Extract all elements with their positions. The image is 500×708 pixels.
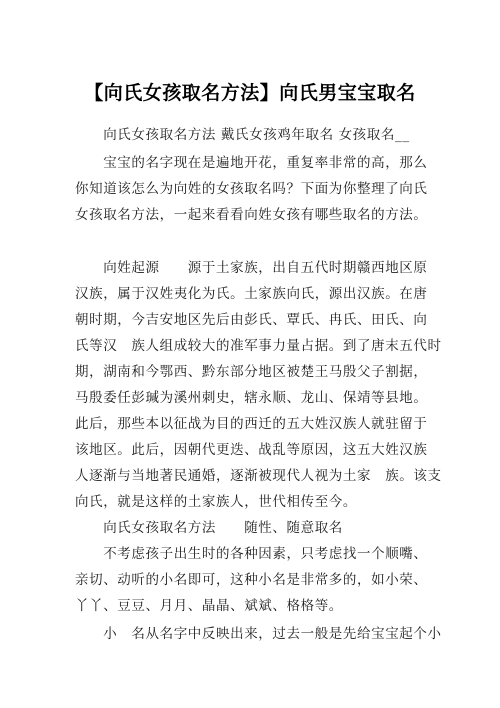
body-line: 向姓起源 源于土家族，出自五代时期赣西地区原 bbox=[75, 260, 428, 276]
body-line: 该地区。此后，因朝代更迭、战乱等原因，这五大姓汉族 bbox=[75, 442, 428, 458]
body-line: 人逐渐与当地著民通婚，逐渐被现代人视为土家 族。该支 bbox=[75, 468, 442, 484]
body-line: 朝时期，今吉安地区先后由彭氏、覃氏、冉氏、田氏、向 bbox=[75, 312, 428, 328]
body-line: 此后，那些本以征战为目的西迁的五大姓汉族人就驻留于 bbox=[75, 416, 428, 432]
body-line-tags: 向氏女孩取名方法 戴氏女孩鸡年取名 女孩取名__ bbox=[75, 127, 410, 143]
document-title: 【向氏女孩取名方法】向氏男宝宝取名 bbox=[84, 82, 416, 104]
body-line: 汉族，属于汉姓夷化为氏。土家族向氏，源出汉族。在唐 bbox=[75, 286, 428, 302]
body-line: 期，湖南和今鄂西、黔东部分地区被楚王马殷父子割据， bbox=[75, 364, 428, 380]
body-line: 丫丫、豆豆、月月、晶晶、斌斌、格格等。 bbox=[75, 598, 343, 614]
body-line: 小 名从名字中反映出来，过去一般是先给宝宝起个小 bbox=[75, 626, 442, 642]
body-line: 马殷委任彭瑊为溪州刺史，辖永顺、龙山、保靖等县地。 bbox=[75, 390, 428, 406]
body-line: 亲切、动听的小名即可，这种小名是非常多的，如小荣、 bbox=[75, 572, 428, 588]
body-line: 不考虑孩子出生时的各种因素，只考虑找一个顺嘴、 bbox=[75, 546, 428, 562]
body-line: 氏等汉 族人组成较大的准军事力量占据。到了唐末五代时 bbox=[75, 338, 442, 354]
section-heading-line: 向氏女孩取名方法 随性、随意取名 bbox=[75, 520, 343, 536]
body-line: 女孩取名方法，一起来看看向姓女孩有哪些取名的方法。 bbox=[75, 207, 428, 223]
body-line: 向氏，就是这样的土家族人，世代相传至今。 bbox=[75, 494, 357, 510]
body-line: 宝宝的名字现在是遍地开花，重复率非常的高，那么 bbox=[75, 155, 428, 171]
body-line: 你知道该怎么为向姓的女孩取名吗？下面为你整理了向氏 bbox=[75, 181, 428, 197]
